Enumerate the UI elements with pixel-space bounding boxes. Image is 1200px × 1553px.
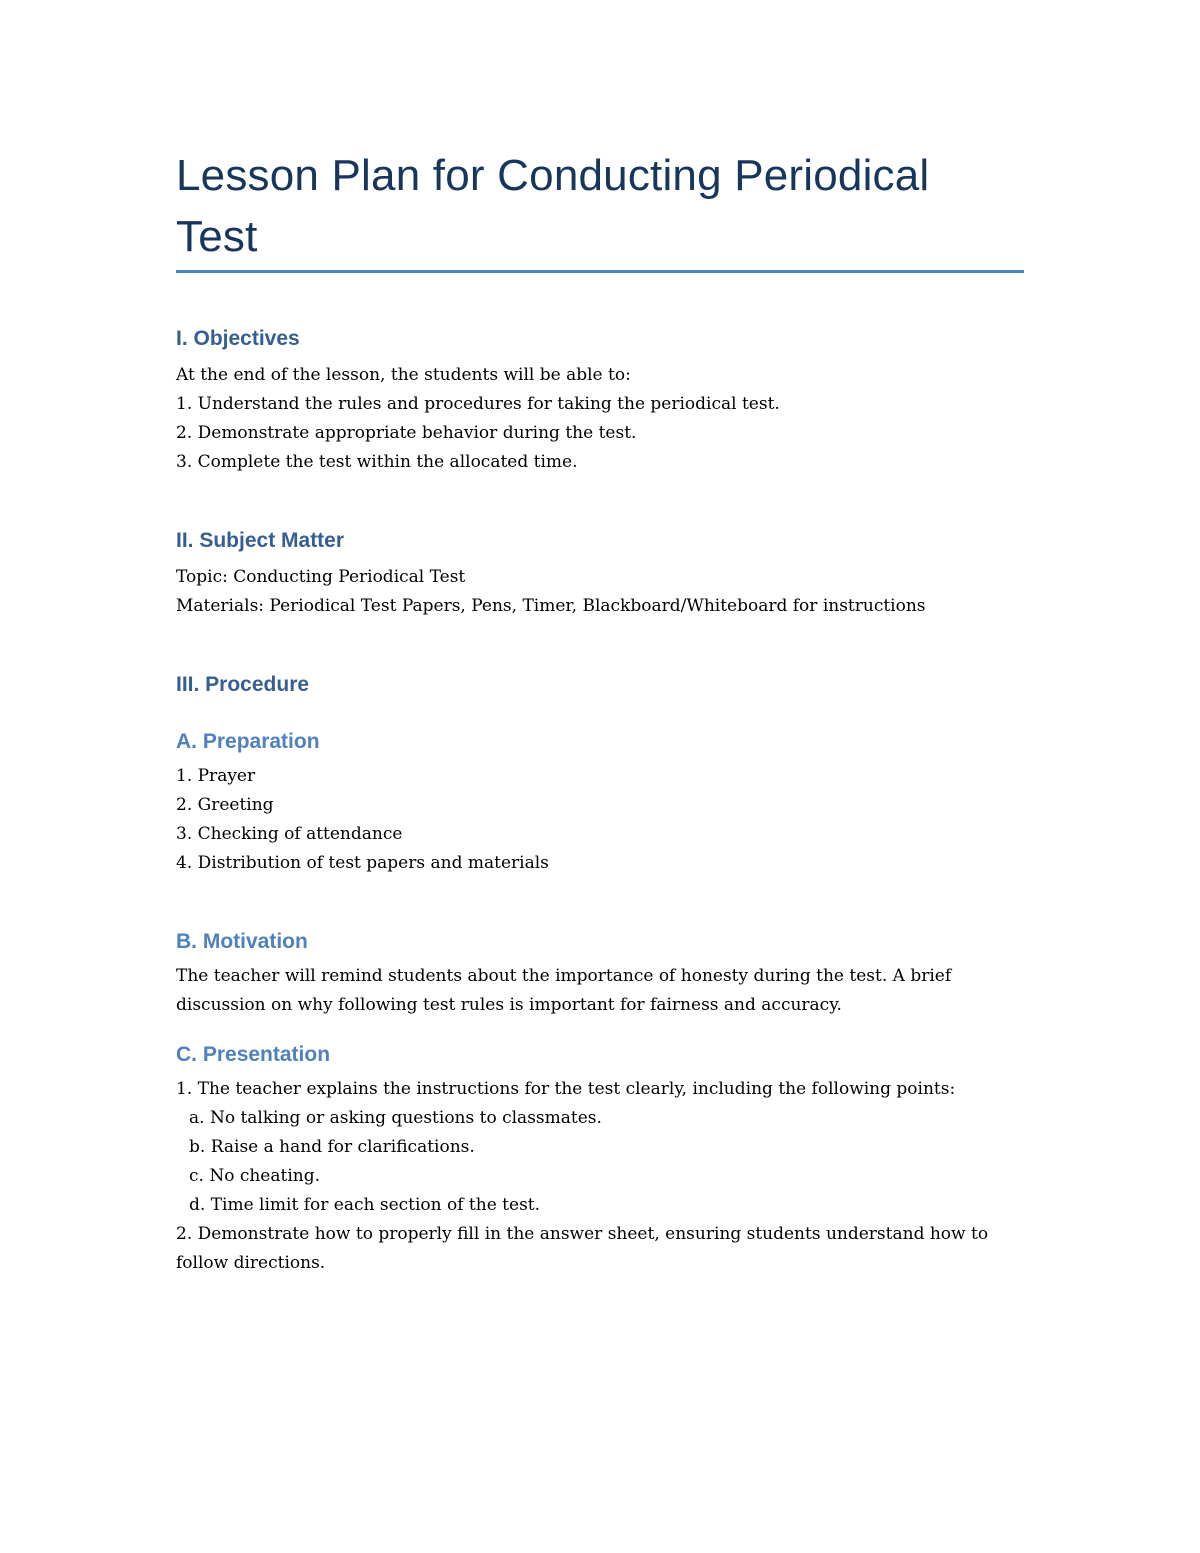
- subject-matter-heading: II. Subject Matter: [176, 529, 345, 552]
- presentation-item: 2. Demonstrate how to properly fill in the answer sheet, ensuring students understand how to follow directions.: [176, 1224, 989, 1273]
- presentation-heading: C. Presentation: [176, 1043, 331, 1066]
- document-page: [176, 0, 1026, 1553]
- presentation-subitem: c. No cheating.: [189, 1166, 321, 1186]
- preparation-heading: A. Preparation: [176, 730, 320, 753]
- preparation-item: 2. Greeting: [176, 795, 274, 815]
- preparation-list: [176, 762, 1026, 878]
- preparation-item: 1. Prayer: [176, 766, 256, 786]
- motivation-body: [176, 962, 1026, 1020]
- presentation-body: [176, 1075, 1026, 1278]
- subject-materials: Materials: Periodical Test Papers, Pens, Timer, Blackboard/Whiteboard for instructions: [176, 596, 926, 616]
- presentation-subitem: b. Raise a hand for clarifications.: [189, 1137, 475, 1157]
- objectives-heading: I. Objectives: [176, 327, 300, 350]
- preparation-item: 4. Distribution of test papers and materials: [176, 853, 549, 873]
- objective-item: 2. Demonstrate appropriate behavior during the test.: [176, 423, 637, 443]
- objectives-body: [176, 361, 1026, 477]
- motivation-text: The teacher will remind students about the importance of honesty during the test. A brief discussion on why following test rules is important for fairness and accuracy.: [176, 966, 952, 1015]
- subject-topic: Topic: Conducting Periodical Test: [176, 567, 466, 587]
- presentation-subitem: a. No talking or asking questions to classmates.: [189, 1108, 602, 1128]
- objective-item: 3. Complete the test within the allocated time.: [176, 452, 578, 472]
- procedure-heading: III. Procedure: [176, 673, 310, 696]
- preparation-item: 3. Checking of attendance: [176, 824, 403, 844]
- presentation-subitem: d. Time limit for each section of the test.: [189, 1195, 541, 1215]
- subject-matter-body: [176, 563, 1026, 621]
- presentation-item: 1. The teacher explains the instructions for the test clearly, including the following points:: [176, 1079, 956, 1099]
- document-title: Lesson Plan for Conducting Periodical Test: [176, 151, 930, 261]
- objective-item: 1. Understand the rules and procedures for taking the periodical test.: [176, 394, 780, 414]
- title-underline: [176, 270, 1024, 273]
- motivation-heading: B. Motivation: [176, 930, 308, 953]
- objectives-intro: At the end of the lesson, the students will be able to:: [176, 365, 631, 385]
